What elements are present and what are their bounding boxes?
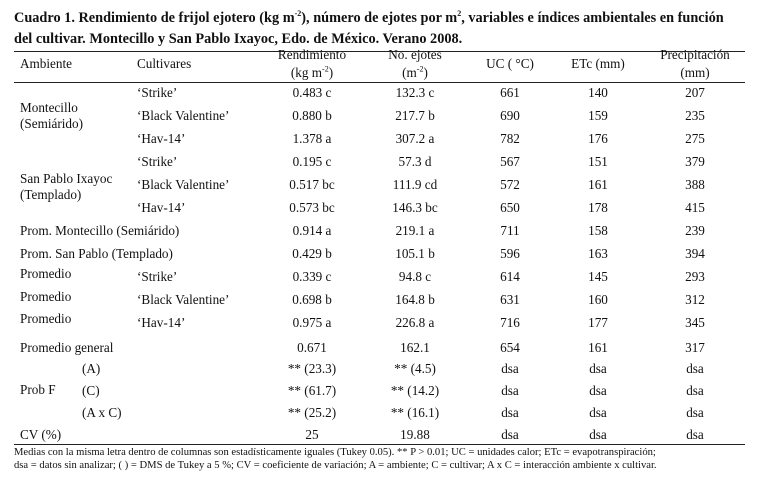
- cell-pp: 394: [685, 246, 705, 261]
- cell-uc: 567: [500, 154, 520, 169]
- row-prob-f-term: (A): [82, 361, 101, 376]
- cell-etc: 161: [588, 177, 608, 192]
- cell-cult: ‘Strike’: [137, 85, 178, 100]
- cell-uc: dsa: [501, 405, 519, 420]
- cell-ej: 162.1: [400, 340, 430, 355]
- cell-ej: ** (16.1): [390, 405, 440, 420]
- cell-rend: 0.975 a: [292, 315, 332, 330]
- cell-uc: 650: [500, 200, 520, 215]
- cell-rend: 0.429 b: [292, 246, 332, 261]
- cell-etc: 151: [588, 154, 608, 169]
- cell-pp: 312: [685, 292, 705, 307]
- cell-rend: ** (25.2): [287, 405, 337, 420]
- cell-etc: 140: [588, 85, 608, 100]
- cell-ej: 164.8 b: [395, 292, 435, 307]
- row-ambiente: Promedio: [20, 289, 72, 304]
- cell-pp: 293: [685, 269, 705, 284]
- cell-cult: ‘Hav-14’: [137, 200, 186, 215]
- cell-uc: dsa: [501, 427, 519, 442]
- cell-uc: 661: [500, 85, 520, 100]
- cell-uc: 690: [500, 108, 520, 123]
- cell-ej: ** (14.2): [390, 383, 440, 398]
- cell-etc: 177: [588, 315, 608, 330]
- cell-rend: 0.880 b: [292, 108, 332, 123]
- cell-rend: ** (23.3): [287, 361, 337, 376]
- cell-pp: dsa: [686, 361, 704, 376]
- bottom-rule: [14, 444, 745, 445]
- cell-pp: dsa: [686, 405, 704, 420]
- cell-rend: 0.914 a: [292, 223, 332, 238]
- table-footnote: Medias con la misma letra dentro de columnas son estadísticamente iguales (Tukey 0.05). ** P > 0.01; UC = unidades calor; ETc = evapotranspiración; dsa = datos sin analizar; ( ) = DMS de Tukey a 5 %; CV = coeficiente de variación; A = ambiente; C = cultivar; A x C = interacción ambiente x cultivar.: [14, 447, 657, 471]
- row-ambiente: Prom. Montecillo (Semiárido): [20, 223, 180, 238]
- cell-uc: 596: [500, 246, 520, 261]
- cell-ej: 132.3 c: [395, 85, 435, 100]
- cell-rend: 0.698 b: [292, 292, 332, 307]
- cell-ej: 219.1 a: [395, 223, 435, 238]
- cell-ej: 226.8 a: [395, 315, 435, 330]
- cell-ej: ** (4.5): [394, 361, 436, 376]
- row-ambiente: CV (%): [20, 427, 62, 442]
- cell-uc: 572: [500, 177, 520, 192]
- cell-ej: 19.88: [400, 427, 430, 442]
- cell-pp: 235: [685, 108, 705, 123]
- cell-pp: 239: [685, 223, 705, 238]
- cell-etc: dsa: [589, 361, 607, 376]
- cell-rend: 1.378 a: [292, 131, 332, 146]
- cell-pp: dsa: [686, 427, 704, 442]
- cell-etc: 163: [588, 246, 608, 261]
- header-etc: ETc (mm): [571, 56, 625, 71]
- cell-etc: 176: [588, 131, 608, 146]
- cell-pp: 207: [685, 85, 705, 100]
- cell-cult: ‘Hav-14’: [137, 315, 186, 330]
- cell-etc: 178: [588, 200, 608, 215]
- cell-etc: 158: [588, 223, 608, 238]
- cell-ej: 307.2 a: [395, 131, 435, 146]
- header-cultivares: Cultivares: [137, 56, 192, 71]
- header-ambiente: Ambiente: [20, 56, 73, 71]
- cell-rend: 0.573 bc: [289, 200, 335, 215]
- cell-etc: dsa: [589, 405, 607, 420]
- cell-rend: 0.339 c: [292, 269, 332, 284]
- group-prob-f: Prob F: [20, 382, 56, 397]
- row-prob-f-term: (A x C): [82, 405, 122, 420]
- cell-etc: 159: [588, 108, 608, 123]
- cell-pp: 275: [685, 131, 705, 146]
- cell-ej: 217.7 b: [395, 108, 435, 123]
- cell-uc: 654: [500, 340, 520, 355]
- group-montecillo: Montecillo (Semiárido): [20, 100, 83, 131]
- cell-uc: 711: [500, 223, 520, 238]
- cell-rend: ** (61.7): [287, 383, 337, 398]
- group-san-pablo: San Pablo Ixayoc (Templado): [20, 171, 113, 202]
- row-prob-f-term: (C): [82, 383, 100, 398]
- cell-pp: 345: [685, 315, 705, 330]
- cell-ej: 105.1 b: [395, 246, 435, 261]
- cell-uc: dsa: [501, 361, 519, 376]
- cell-rend: 0.195 c: [292, 154, 332, 169]
- cell-pp: 388: [685, 177, 705, 192]
- cell-rend: 25: [305, 427, 319, 442]
- cell-pp: 379: [685, 154, 705, 169]
- cell-uc: 614: [500, 269, 520, 284]
- cell-cult: ‘Strike’: [137, 269, 178, 284]
- cell-etc: 145: [588, 269, 608, 284]
- header-rendimiento: Rendimiento (kg $m^{-2}$): [277, 47, 347, 80]
- row-ambiente: Prom. San Pablo (Templado): [20, 246, 173, 261]
- row-ambiente: Promedio general: [20, 340, 114, 355]
- row-ambiente: Promedio: [20, 266, 72, 281]
- cell-cult: ‘Black Valentine’: [137, 108, 230, 123]
- cell-rend: 0.517 bc: [289, 177, 335, 192]
- cell-rend: 0.483 c: [292, 85, 332, 100]
- cell-pp: 415: [685, 200, 705, 215]
- cell-cult: ‘Hav-14’: [137, 131, 186, 146]
- cell-uc: 716: [500, 315, 520, 330]
- table-caption: [14, 8, 749, 50]
- header-precipitacion: Precipitación (mm): [660, 47, 730, 80]
- cell-uc: 782: [500, 131, 520, 146]
- cell-etc: dsa: [589, 383, 607, 398]
- cell-pp: dsa: [686, 383, 704, 398]
- cell-ej: 57.3 d: [398, 154, 432, 169]
- cell-ej: 111.9 cd: [392, 177, 438, 192]
- header-no-ejotes: No. ejotes $(m^{-2})$: [388, 47, 442, 80]
- cell-etc: 160: [588, 292, 608, 307]
- cell-cult: ‘Strike’: [137, 154, 178, 169]
- cell-ej: 94.8 c: [398, 269, 432, 284]
- cell-uc: 631: [500, 292, 520, 307]
- caption-line-1: Cuadro 1. Rendimiento de frijol ejotero (kg $m^{-2}$), número de ejotes por $m^2$, variables e índices ambientales en función: [14, 9, 724, 26]
- header-rule: [14, 82, 745, 83]
- cell-cult: ‘Black Valentine’: [137, 177, 230, 192]
- cell-rend: 0.671: [297, 340, 327, 355]
- cell-ej: 146.3 bc: [392, 200, 438, 215]
- cell-cult: ‘Black Valentine’: [137, 292, 230, 307]
- cell-uc: dsa: [501, 383, 519, 398]
- caption-line-2: del cultivar. Montecillo y San Pablo Ixayoc, Edo. de México. Verano 2008.: [14, 31, 463, 47]
- cell-pp: 317: [685, 340, 705, 355]
- header-uc: UC ( °C): [486, 56, 534, 71]
- row-ambiente: Promedio: [20, 311, 72, 326]
- cell-etc: dsa: [589, 427, 607, 442]
- cell-etc: 161: [588, 340, 608, 355]
